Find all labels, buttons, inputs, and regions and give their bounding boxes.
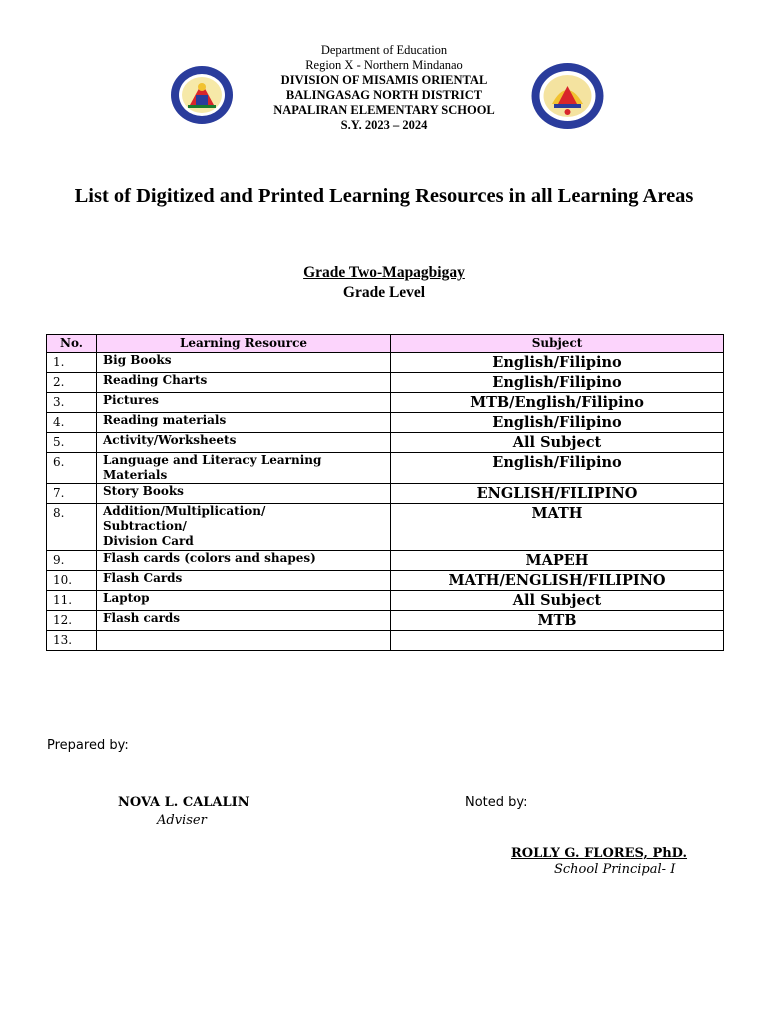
row-resource: Flash cards (colors and shapes): [97, 551, 391, 571]
row-resource: Laptop: [97, 591, 391, 611]
principal-role: School Principal- I: [554, 862, 676, 877]
division-line: DIVISION OF MISAMIS ORIENTAL: [280, 73, 488, 87]
row-subject: MTB: [391, 611, 724, 631]
table-row: [47, 453, 724, 484]
document-title: List of Digitized and Printed Learning Resources in all Learning Areas: [74, 185, 694, 207]
department-line: Department of Education: [320, 43, 448, 57]
school-year-line: S.Y. 2023 – 2024: [340, 118, 428, 132]
row-number: 6.: [47, 453, 97, 484]
table-row: [47, 591, 724, 611]
row-number: 11.: [47, 591, 97, 611]
row-resource: Flash Cards: [97, 571, 391, 591]
row-resource: Big Books: [97, 353, 391, 373]
row-resource: Activity/Worksheets: [97, 433, 391, 453]
row-number: 3.: [47, 393, 97, 413]
row-subject: [391, 631, 724, 651]
row-resource: Reading materials: [97, 413, 391, 433]
row-number: 4.: [47, 413, 97, 433]
region-line: Region X - Northern Mindanao: [305, 58, 463, 72]
row-subject: MTB/English/Filipino: [391, 393, 724, 413]
row-subject: English/Filipino: [391, 353, 724, 373]
row-subject: All Subject: [391, 591, 724, 611]
resources-table: [46, 334, 724, 651]
table-row: [47, 551, 724, 571]
row-subject: MAPEH: [391, 551, 724, 571]
row-number: 12.: [47, 611, 97, 631]
row-resource: Pictures: [97, 393, 391, 413]
district-line: BALINGASAG NORTH DISTRICT: [285, 88, 483, 102]
row-resource: Reading Charts: [97, 373, 391, 393]
table-row: [47, 393, 724, 413]
table-row: [47, 413, 724, 433]
row-resource: [97, 631, 391, 651]
principal-name: ROLLY G. FLORES, PhD.: [511, 846, 688, 861]
row-number: 1.: [47, 353, 97, 373]
row-resource: Language and Literacy Learning Materials: [97, 453, 391, 484]
prepared-by-label: Prepared by:: [47, 738, 129, 753]
row-number: 10.: [47, 571, 97, 591]
row-resource: Addition/Multiplication/ Subtraction/ Division Card: [97, 504, 391, 551]
row-subject: MATH/ENGLISH/FILIPINO: [391, 571, 724, 591]
preparer-name: NOVA L. CALALIN: [118, 795, 250, 810]
letterhead: [0, 43, 768, 133]
row-subject: All Subject: [391, 433, 724, 453]
row-number: 5.: [47, 433, 97, 453]
row-subject: ENGLISH/FILIPINO: [391, 484, 724, 504]
row-subject: English/Filipino: [391, 413, 724, 433]
row-number: 2.: [47, 373, 97, 393]
grade-block: [0, 263, 768, 303]
row-number: 9.: [47, 551, 97, 571]
row-number: 8.: [47, 504, 97, 551]
table-row: [47, 631, 724, 651]
row-number: 7.: [47, 484, 97, 504]
row-subject: English/Filipino: [391, 453, 724, 484]
table-row: [47, 373, 724, 393]
header-resource: Learning Resource: [97, 335, 391, 353]
table-row: [47, 504, 724, 551]
grade-level-label: Grade Level: [342, 284, 426, 301]
noted-by-label: Noted by:: [465, 795, 528, 810]
row-resource: Flash cards: [97, 611, 391, 631]
grade-section: Grade Two-Mapagbigay: [303, 264, 465, 281]
table-header-row: [47, 335, 724, 353]
table-row: [47, 433, 724, 453]
table-row: [47, 611, 724, 631]
row-subject: English/Filipino: [391, 373, 724, 393]
row-subject: MATH: [391, 504, 724, 551]
table-row: [47, 484, 724, 504]
school-line: NAPALIRAN ELEMENTARY SCHOOL: [273, 103, 495, 117]
header-subject: Subject: [391, 335, 724, 353]
preparer-role: Adviser: [157, 813, 207, 828]
row-resource: Story Books: [97, 484, 391, 504]
table-row: [47, 571, 724, 591]
header-no: No.: [47, 335, 97, 353]
row-number: 13.: [47, 631, 97, 651]
table-row: [47, 353, 724, 373]
